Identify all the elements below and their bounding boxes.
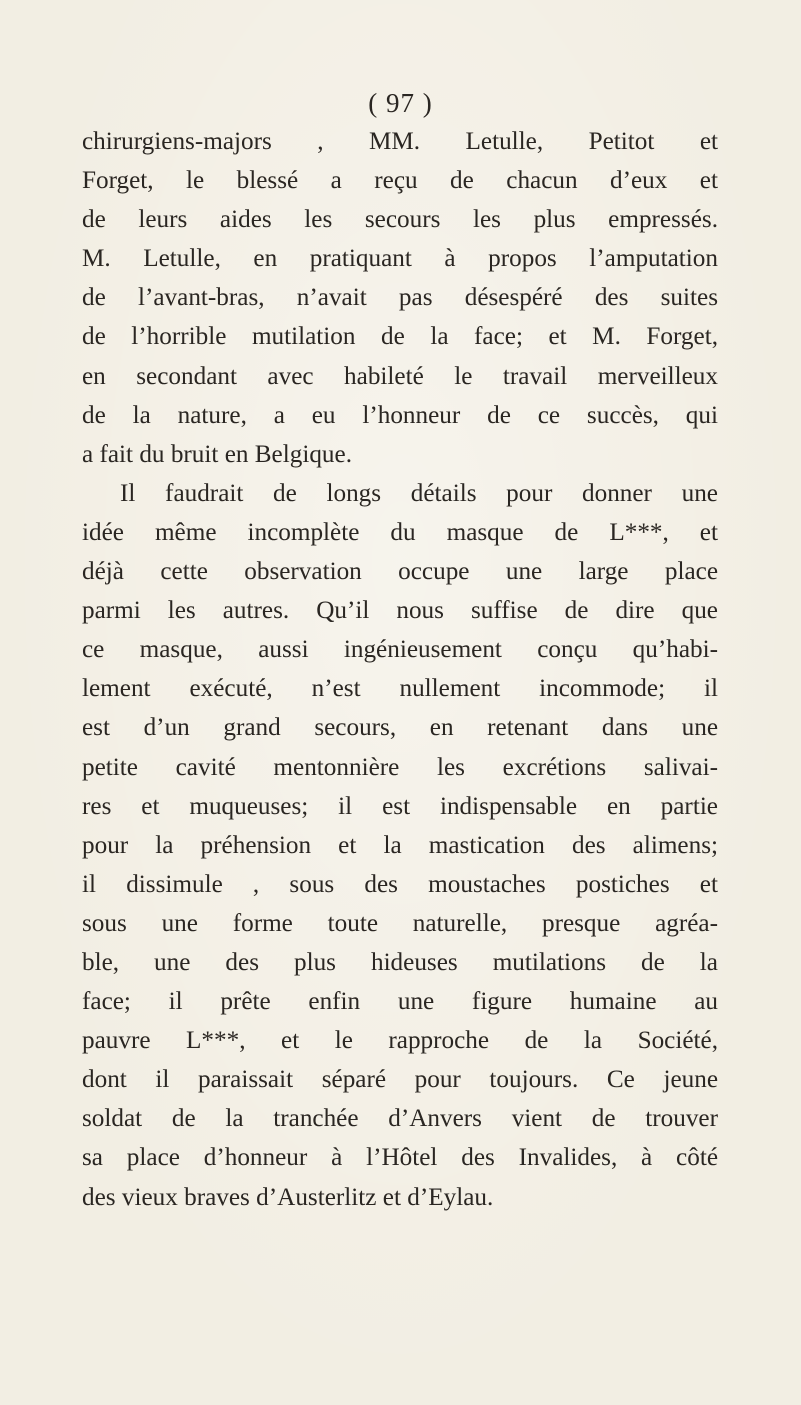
text-line: soldat de la tranchée d’Anvers vient de trouver <box>82 1105 718 1133</box>
text-line: de l’avant-bras, n’avait pas désespéré des suites <box>82 284 718 312</box>
text-line: de l’horrible mutilation de la face; et M. Forget, <box>82 323 718 351</box>
text-line: petite cavité mentonnière les excrétions salivai- <box>82 753 718 781</box>
text-line: est d’un grand secours, en retenant dans une <box>82 714 718 742</box>
text-line: dont il paraissait séparé pour toujours. Ce jeune <box>82 1066 718 1094</box>
text-line: parmi les autres. Qu’il nous suffise de dire que <box>82 597 718 625</box>
text-line: pour la préhension et la mastication des alimens; <box>82 831 718 859</box>
text-line: des vieux braves d’Austerlitz et d’Eylau. <box>82 1183 494 1211</box>
text-line: ce masque, aussi ingénieusement conçu qu’habi- <box>82 636 718 664</box>
text-line: a fait du bruit en Belgique. <box>82 440 352 468</box>
text-line: M. Letulle, en pratiquant à propos l’amputation <box>82 245 718 273</box>
text-line: sa place d’honneur à l’Hôtel des Invalides, à côté <box>82 1144 718 1172</box>
body-text <box>82 122 718 1217</box>
text-line: pauvre L***, et le rapproche de la Société, <box>82 1027 718 1055</box>
text-line: lement exécuté, n’est nullement incommode; il <box>82 675 718 703</box>
page-number: ( 97 ) <box>368 88 433 118</box>
text-line: en secondant avec habileté le travail merveilleux <box>82 362 718 390</box>
text-line: de leurs aides les secours les plus empressés. <box>82 206 718 234</box>
text-line: chirurgiens-majors , MM. Letulle, Petitot et <box>82 128 718 155</box>
text-line: de la nature, a eu l’honneur de ce succès, qui <box>82 401 718 429</box>
text-line: idée même incomplète du masque de L***, et <box>82 518 718 546</box>
text-line: res et muqueuses; il est indispensable en partie <box>82 792 718 820</box>
text-line: sous une forme toute naturelle, presque agréa- <box>82 909 718 937</box>
text-line: ble, une des plus hideuses mutilations de la <box>82 948 718 976</box>
text-line: Forget, le blessé a reçu de chacun d’eux et <box>82 167 718 195</box>
text-line: déjà cette observation occupe une large place <box>82 558 718 586</box>
text-line: il dissimule , sous des moustaches postiches et <box>82 870 718 898</box>
text-line: face; il prête enfin une figure humaine au <box>82 988 718 1016</box>
text-line: Il faudrait de longs détails pour donner une <box>120 479 718 507</box>
